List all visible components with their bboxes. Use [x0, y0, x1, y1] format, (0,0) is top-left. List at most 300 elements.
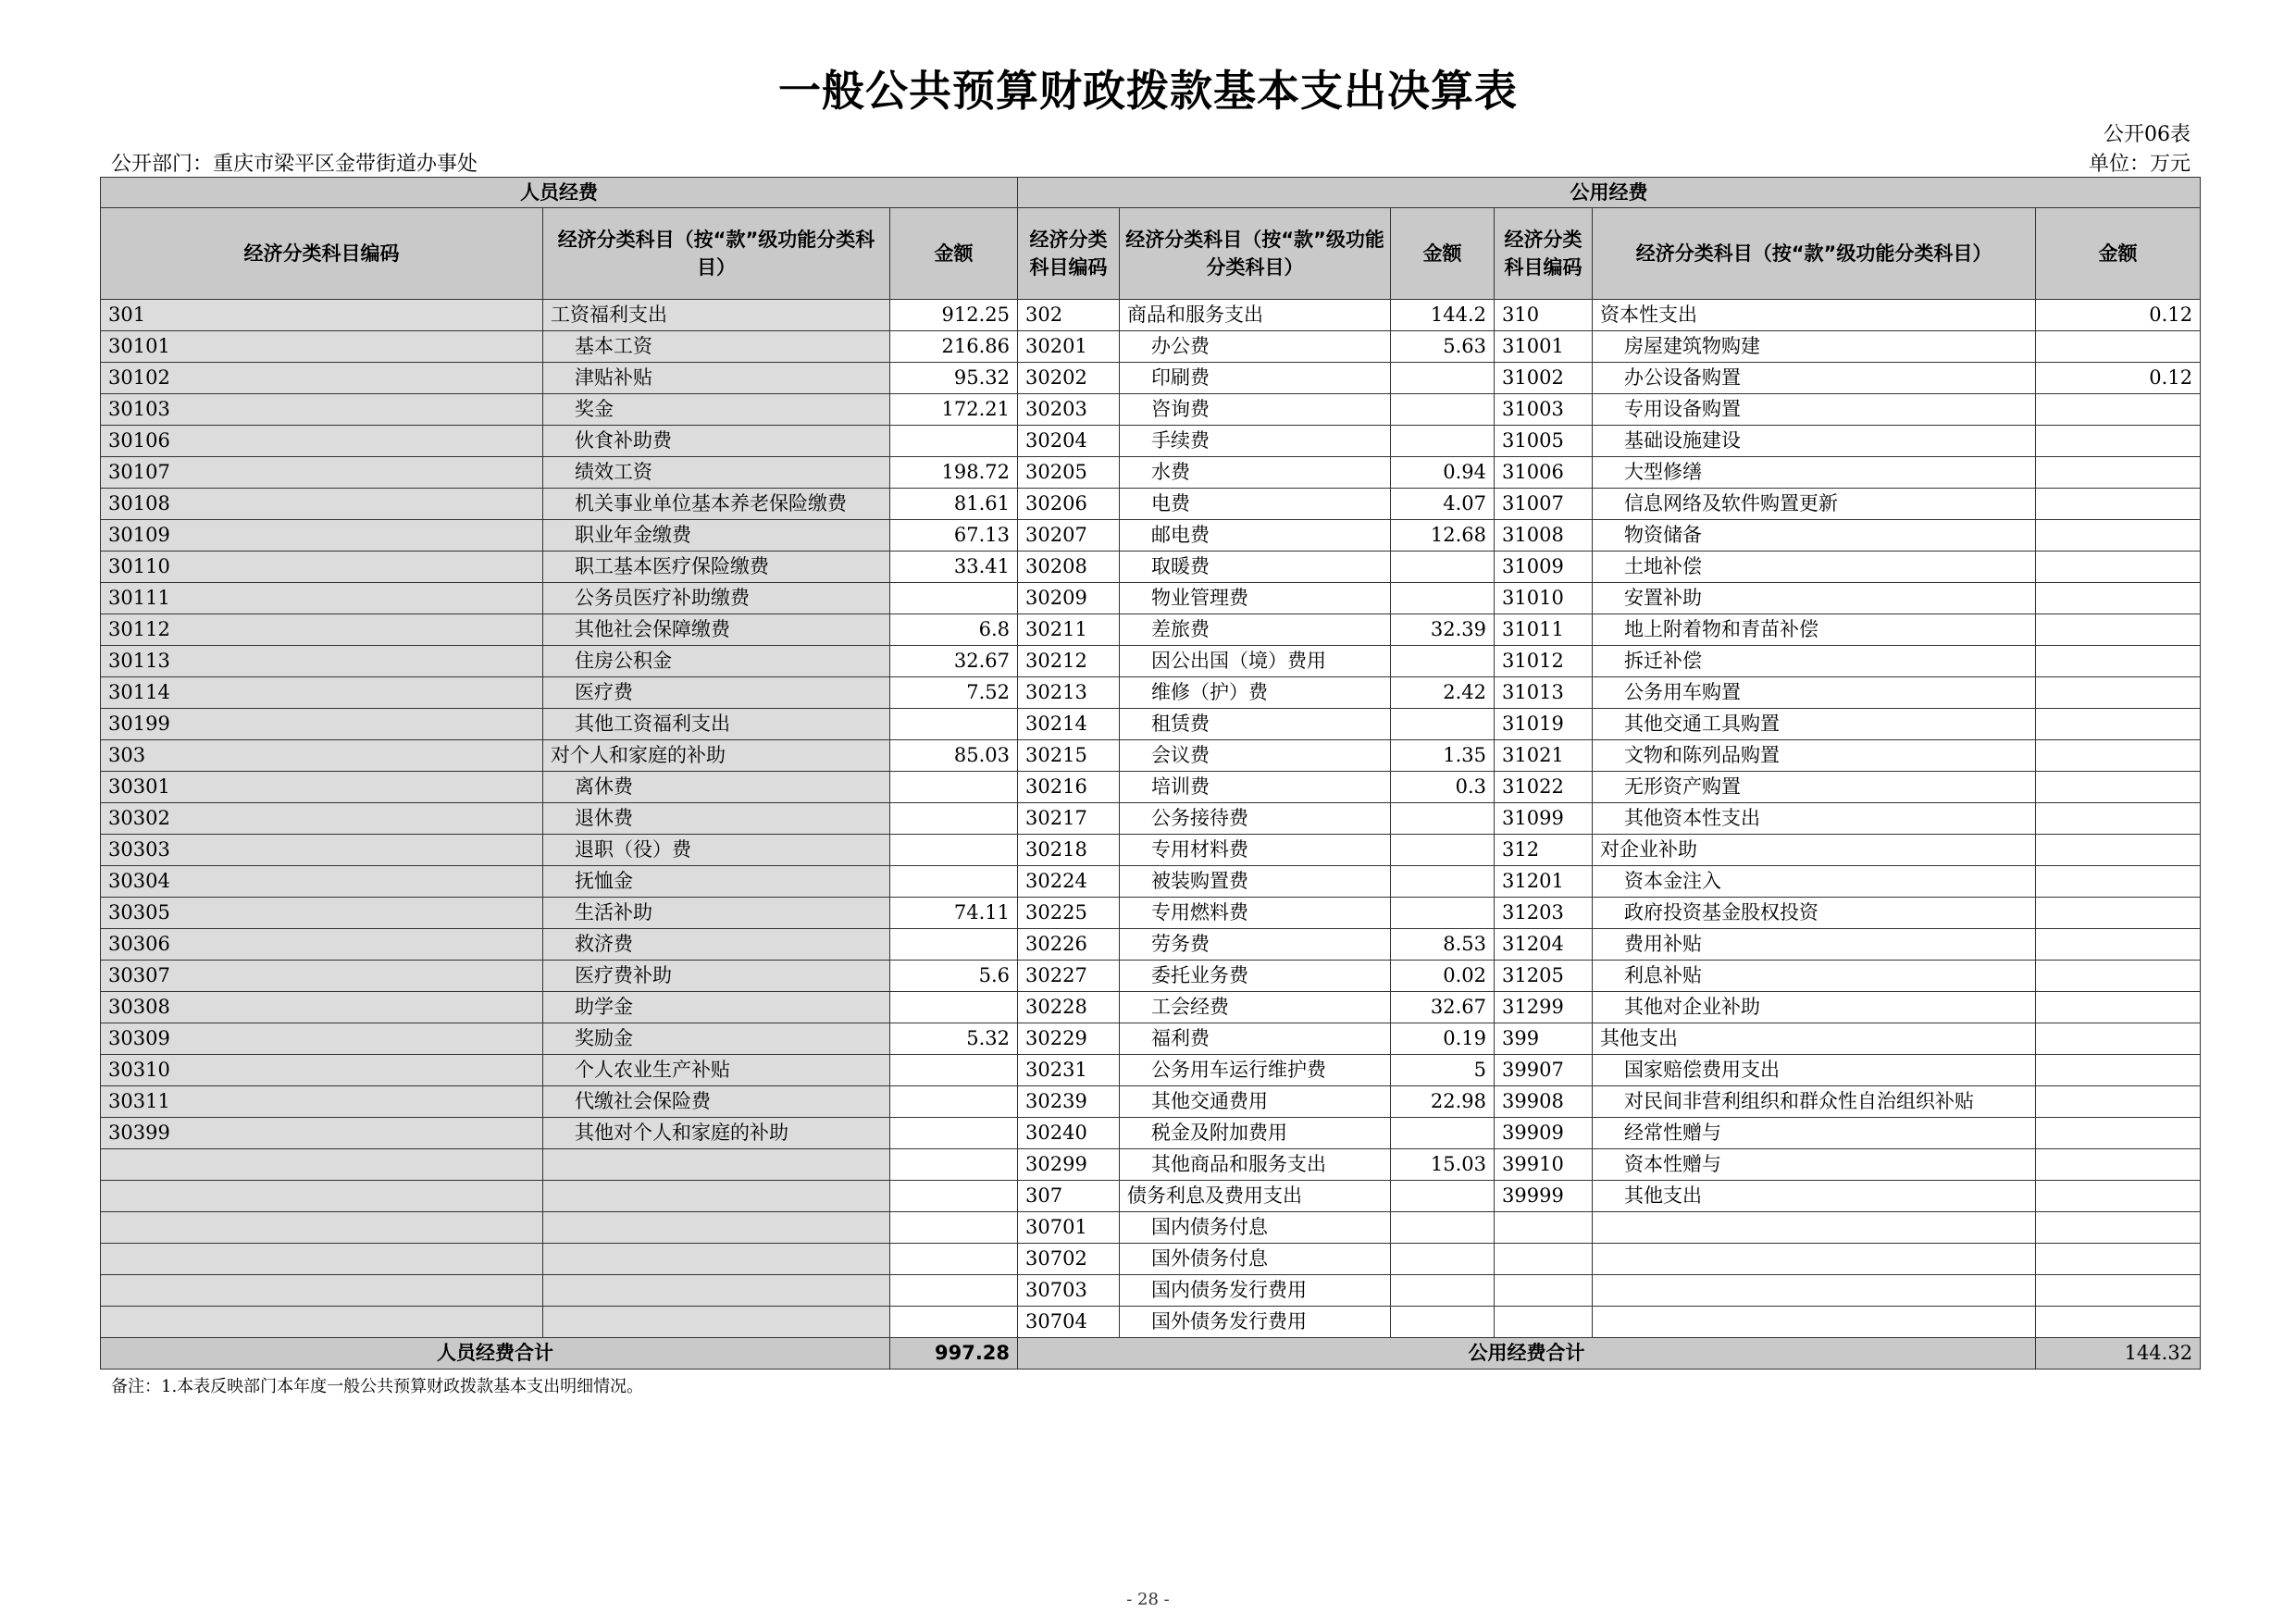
g-code-cell: 30703	[1018, 1275, 1120, 1307]
c-code-cell: 31007	[1495, 489, 1593, 520]
table-row	[101, 1118, 2201, 1149]
c-code-cell	[1495, 1212, 1593, 1244]
c-code-cell: 31011	[1495, 614, 1593, 646]
p-code-cell: 30308	[101, 992, 543, 1023]
p-amount-cell	[890, 1149, 1018, 1181]
c-amount-cell	[2036, 803, 2201, 835]
c-name-cell: 文物和陈列品购置	[1593, 740, 2036, 772]
g-code-cell: 30231	[1018, 1055, 1120, 1086]
p-name-cell: 其他对个人和家庭的补助	[543, 1118, 890, 1149]
section-header-row	[101, 178, 2201, 208]
p-code-cell: 30199	[101, 709, 543, 740]
table-row	[101, 1086, 2201, 1118]
c-name-cell: 信息网络及软件购置更新	[1593, 489, 2036, 520]
g-code-cell: 30208	[1018, 552, 1120, 583]
c-amount-cell	[2036, 835, 2201, 866]
col-header-c-name: 经济分类科目（按“款”级功能分类科目）	[1593, 208, 2036, 300]
personnel-total-label: 人员经费合计	[101, 1338, 890, 1370]
table-number: 公开06表	[2104, 123, 2191, 146]
g-code-cell: 30213	[1018, 677, 1120, 709]
c-name-cell: 拆迁补偿	[1593, 646, 2036, 677]
g-amount-cell	[1391, 426, 1495, 457]
c-amount-cell	[2036, 929, 2201, 961]
page-number: - 28 -	[1126, 1590, 1170, 1609]
table-row	[101, 646, 2201, 677]
c-amount-cell	[2036, 426, 2201, 457]
table-row	[101, 583, 2201, 614]
c-amount-cell	[2036, 1055, 2201, 1086]
p-name-cell: 机关事业单位基本养老保险缴费	[543, 489, 890, 520]
c-name-cell: 其他交通工具购置	[1593, 709, 2036, 740]
g-name-cell: 专用材料费	[1120, 835, 1391, 866]
p-code-cell: 30101	[101, 331, 543, 363]
personnel-total-amount: 997.28	[890, 1338, 1018, 1370]
p-code-cell	[101, 1181, 543, 1212]
table-row	[101, 1149, 2201, 1181]
p-code-cell: 30302	[101, 803, 543, 835]
p-amount-cell	[890, 803, 1018, 835]
c-amount-cell	[2036, 898, 2201, 929]
g-code-cell: 30214	[1018, 709, 1120, 740]
g-name-cell: 取暖费	[1120, 552, 1391, 583]
g-name-cell: 公务接待费	[1120, 803, 1391, 835]
g-name-cell: 劳务费	[1120, 929, 1391, 961]
table-row	[101, 489, 2201, 520]
p-amount-cell	[890, 583, 1018, 614]
g-name-cell: 商品和服务支出	[1120, 300, 1391, 331]
c-name-cell: 对企业补助	[1593, 835, 2036, 866]
table-row	[101, 614, 2201, 646]
p-code-cell	[101, 1307, 543, 1338]
col-header-g-name: 经济分类科目（按“款”级功能分类科目）	[1120, 208, 1391, 300]
g-name-cell: 国内债务付息	[1120, 1212, 1391, 1244]
g-amount-cell	[1391, 1244, 1495, 1275]
table-row	[101, 363, 2201, 394]
g-code-cell: 30704	[1018, 1307, 1120, 1338]
p-code-cell: 303	[101, 740, 543, 772]
g-amount-cell: 32.67	[1391, 992, 1495, 1023]
c-name-cell: 办公设备购置	[1593, 363, 2036, 394]
g-code-cell: 30209	[1018, 583, 1120, 614]
g-name-cell: 因公出国（境）费用	[1120, 646, 1391, 677]
g-name-cell: 专用燃料费	[1120, 898, 1391, 929]
c-name-cell: 大型修缮	[1593, 457, 2036, 489]
p-amount-cell	[890, 426, 1018, 457]
p-amount-cell	[890, 1055, 1018, 1086]
c-amount-cell	[2036, 646, 2201, 677]
g-name-cell: 债务利息及费用支出	[1120, 1181, 1391, 1212]
c-code-cell: 31001	[1495, 331, 1593, 363]
p-name-cell: 离休费	[543, 772, 890, 803]
c-name-cell: 对民间非营利组织和群众性自治组织补贴	[1593, 1086, 2036, 1118]
p-code-cell: 301	[101, 300, 543, 331]
col-header-p-amount: 金额	[890, 208, 1018, 300]
g-name-cell: 手续费	[1120, 426, 1391, 457]
c-amount-cell	[2036, 677, 2201, 709]
table-row	[101, 426, 2201, 457]
p-amount-cell: 33.41	[890, 552, 1018, 583]
c-amount-cell	[2036, 961, 2201, 992]
c-code-cell	[1495, 1275, 1593, 1307]
table-row	[101, 835, 2201, 866]
g-code-cell: 302	[1018, 300, 1120, 331]
c-code-cell: 31205	[1495, 961, 1593, 992]
p-code-cell: 30112	[101, 614, 543, 646]
col-header-p-name: 经济分类科目（按“款”级功能分类科目）	[543, 208, 890, 300]
section-public: 公用经费	[1018, 178, 2201, 208]
p-amount-cell: 216.86	[890, 331, 1018, 363]
c-name-cell: 其他支出	[1593, 1181, 2036, 1212]
c-name-cell: 其他对企业补助	[1593, 992, 2036, 1023]
c-amount-cell	[2036, 583, 2201, 614]
g-name-cell: 邮电费	[1120, 520, 1391, 552]
footnote: 备注：1.本表反映部门本年度一般公共预算财政拨款基本支出明细情况。	[111, 1377, 644, 1396]
table-row	[101, 1275, 2201, 1307]
c-code-cell: 312	[1495, 835, 1593, 866]
c-amount-cell	[2036, 457, 2201, 489]
table-row	[101, 709, 2201, 740]
table-body	[101, 300, 2201, 1338]
c-code-cell: 31003	[1495, 394, 1593, 426]
table-row	[101, 1212, 2201, 1244]
totals-row	[101, 1338, 2201, 1370]
p-name-cell: 住房公积金	[543, 646, 890, 677]
p-name-cell: 其他社会保障缴费	[543, 614, 890, 646]
c-code-cell: 31009	[1495, 552, 1593, 583]
g-amount-cell: 0.94	[1391, 457, 1495, 489]
unit-label: 单位：万元	[2088, 153, 2191, 176]
p-name-cell: 公务员医疗补助缴费	[543, 583, 890, 614]
c-name-cell: 房屋建筑物购建	[1593, 331, 2036, 363]
c-name-cell: 物资储备	[1593, 520, 2036, 552]
p-code-cell: 30305	[101, 898, 543, 929]
table-row	[101, 740, 2201, 772]
public-total-amount: 144.32	[2036, 1338, 2201, 1370]
p-name-cell	[543, 1275, 890, 1307]
p-name-cell	[543, 1212, 890, 1244]
p-code-cell: 30399	[101, 1118, 543, 1149]
p-name-cell: 生活补助	[543, 898, 890, 929]
c-code-cell: 39908	[1495, 1086, 1593, 1118]
c-amount-cell	[2036, 740, 2201, 772]
g-code-cell: 30215	[1018, 740, 1120, 772]
table-row	[101, 1023, 2201, 1055]
g-code-cell: 30205	[1018, 457, 1120, 489]
p-amount-cell: 172.21	[890, 394, 1018, 426]
p-name-cell: 医疗费补助	[543, 961, 890, 992]
g-name-cell: 国外债务付息	[1120, 1244, 1391, 1275]
p-amount-cell: 5.32	[890, 1023, 1018, 1055]
p-amount-cell	[890, 1275, 1018, 1307]
p-amount-cell: 198.72	[890, 457, 1018, 489]
g-amount-cell	[1391, 1212, 1495, 1244]
g-amount-cell: 5.63	[1391, 331, 1495, 363]
table-row	[101, 1244, 2201, 1275]
c-amount-cell	[2036, 1307, 2201, 1338]
col-header-g-code: 经济分类科目编码	[1018, 208, 1120, 300]
g-amount-cell: 8.53	[1391, 929, 1495, 961]
g-amount-cell	[1391, 394, 1495, 426]
g-name-cell: 税金及附加费用	[1120, 1118, 1391, 1149]
g-amount-cell: 0.19	[1391, 1023, 1495, 1055]
c-code-cell: 31008	[1495, 520, 1593, 552]
g-code-cell: 30203	[1018, 394, 1120, 426]
p-amount-cell	[890, 992, 1018, 1023]
g-code-cell: 30201	[1018, 331, 1120, 363]
p-code-cell: 30114	[101, 677, 543, 709]
table-row	[101, 457, 2201, 489]
c-name-cell: 公务用车购置	[1593, 677, 2036, 709]
g-name-cell: 培训费	[1120, 772, 1391, 803]
p-name-cell: 退休费	[543, 803, 890, 835]
c-code-cell: 39999	[1495, 1181, 1593, 1212]
p-code-cell: 30110	[101, 552, 543, 583]
c-code-cell: 31204	[1495, 929, 1593, 961]
public-total-label: 公用经费合计	[1018, 1338, 2036, 1370]
g-amount-cell	[1391, 709, 1495, 740]
p-code-cell: 30113	[101, 646, 543, 677]
p-name-cell: 其他工资福利支出	[543, 709, 890, 740]
table-row	[101, 331, 2201, 363]
g-name-cell: 会议费	[1120, 740, 1391, 772]
p-name-cell: 职业年金缴费	[543, 520, 890, 552]
p-code-cell: 30304	[101, 866, 543, 898]
p-name-cell: 奖金	[543, 394, 890, 426]
p-amount-cell	[890, 929, 1018, 961]
p-name-cell: 绩效工资	[543, 457, 890, 489]
g-code-cell: 30204	[1018, 426, 1120, 457]
p-code-cell: 30307	[101, 961, 543, 992]
p-code-cell: 30311	[101, 1086, 543, 1118]
table-row	[101, 520, 2201, 552]
p-name-cell	[543, 1149, 890, 1181]
g-amount-cell	[1391, 1118, 1495, 1149]
g-amount-cell	[1391, 552, 1495, 583]
p-amount-cell	[890, 1244, 1018, 1275]
table-row	[101, 552, 2201, 583]
g-code-cell: 30207	[1018, 520, 1120, 552]
g-name-cell: 租赁费	[1120, 709, 1391, 740]
table-row	[101, 992, 2201, 1023]
p-code-cell	[101, 1149, 543, 1181]
p-code-cell: 30108	[101, 489, 543, 520]
c-name-cell: 安置补助	[1593, 583, 2036, 614]
c-amount-cell	[2036, 1244, 2201, 1275]
g-name-cell: 维修（护）费	[1120, 677, 1391, 709]
p-amount-cell: 85.03	[890, 740, 1018, 772]
c-code-cell: 31005	[1495, 426, 1593, 457]
p-code-cell: 30306	[101, 929, 543, 961]
g-code-cell: 30239	[1018, 1086, 1120, 1118]
c-name-cell: 资本金注入	[1593, 866, 2036, 898]
c-amount-cell	[2036, 489, 2201, 520]
c-code-cell: 31201	[1495, 866, 1593, 898]
c-amount-cell	[2036, 866, 2201, 898]
g-name-cell: 印刷费	[1120, 363, 1391, 394]
p-code-cell	[101, 1275, 543, 1307]
c-amount-cell	[2036, 1212, 2201, 1244]
g-name-cell: 公务用车运行维护费	[1120, 1055, 1391, 1086]
g-name-cell: 差旅费	[1120, 614, 1391, 646]
p-amount-cell: 7.52	[890, 677, 1018, 709]
table-row	[101, 1307, 2201, 1338]
c-code-cell	[1495, 1307, 1593, 1338]
p-amount-cell: 74.11	[890, 898, 1018, 929]
g-code-cell: 30218	[1018, 835, 1120, 866]
p-name-cell: 津贴补贴	[543, 363, 890, 394]
c-code-cell: 31021	[1495, 740, 1593, 772]
c-code-cell: 31099	[1495, 803, 1593, 835]
p-amount-cell	[890, 709, 1018, 740]
c-code-cell: 31012	[1495, 646, 1593, 677]
g-amount-cell: 1.35	[1391, 740, 1495, 772]
p-name-cell: 对个人和家庭的补助	[543, 740, 890, 772]
c-amount-cell	[2036, 1275, 2201, 1307]
g-amount-cell: 32.39	[1391, 614, 1495, 646]
p-amount-cell	[890, 835, 1018, 866]
c-code-cell: 310	[1495, 300, 1593, 331]
p-name-cell: 奖励金	[543, 1023, 890, 1055]
g-name-cell: 其他交通费用	[1120, 1086, 1391, 1118]
c-code-cell: 39909	[1495, 1118, 1593, 1149]
g-code-cell: 30224	[1018, 866, 1120, 898]
p-name-cell: 工资福利支出	[543, 300, 890, 331]
c-amount-cell	[2036, 331, 2201, 363]
c-amount-cell	[2036, 1181, 2201, 1212]
c-amount-cell	[2036, 1023, 2201, 1055]
p-code-cell: 30310	[101, 1055, 543, 1086]
g-name-cell: 福利费	[1120, 1023, 1391, 1055]
c-amount-cell	[2036, 1086, 2201, 1118]
p-amount-cell	[890, 1118, 1018, 1149]
g-amount-cell: 2.42	[1391, 677, 1495, 709]
g-code-cell: 30240	[1018, 1118, 1120, 1149]
g-name-cell: 咨询费	[1120, 394, 1391, 426]
c-name-cell	[1593, 1244, 2036, 1275]
g-name-cell: 电费	[1120, 489, 1391, 520]
c-name-cell: 地上附着物和青苗补偿	[1593, 614, 2036, 646]
g-code-cell: 30228	[1018, 992, 1120, 1023]
table-row	[101, 1181, 2201, 1212]
g-amount-cell	[1391, 898, 1495, 929]
c-name-cell	[1593, 1307, 2036, 1338]
page-title: 一般公共预算财政拨款基本支出决算表	[778, 66, 1518, 116]
g-amount-cell	[1391, 1275, 1495, 1307]
c-amount-cell	[2036, 394, 2201, 426]
table-row	[101, 866, 2201, 898]
p-name-cell: 基本工资	[543, 331, 890, 363]
c-code-cell: 31022	[1495, 772, 1593, 803]
c-name-cell: 其他资本性支出	[1593, 803, 2036, 835]
g-amount-cell: 12.68	[1391, 520, 1495, 552]
g-amount-cell: 0.3	[1391, 772, 1495, 803]
p-amount-cell: 67.13	[890, 520, 1018, 552]
c-code-cell: 31013	[1495, 677, 1593, 709]
g-code-cell: 30211	[1018, 614, 1120, 646]
p-amount-cell: 32.67	[890, 646, 1018, 677]
c-amount-cell	[2036, 1118, 2201, 1149]
c-amount-cell	[2036, 1149, 2201, 1181]
c-name-cell: 费用补贴	[1593, 929, 2036, 961]
p-code-cell	[101, 1244, 543, 1275]
c-name-cell: 国家赔偿费用支出	[1593, 1055, 2036, 1086]
c-code-cell: 39907	[1495, 1055, 1593, 1086]
c-name-cell: 资本性支出	[1593, 300, 2036, 331]
table-row	[101, 677, 2201, 709]
g-name-cell: 国内债务发行费用	[1120, 1275, 1391, 1307]
p-amount-cell: 912.25	[890, 300, 1018, 331]
g-code-cell: 30217	[1018, 803, 1120, 835]
p-name-cell	[543, 1181, 890, 1212]
c-code-cell: 31019	[1495, 709, 1593, 740]
g-name-cell: 工会经费	[1120, 992, 1391, 1023]
g-amount-cell: 144.2	[1391, 300, 1495, 331]
p-name-cell: 退职（役）费	[543, 835, 890, 866]
c-code-cell: 31010	[1495, 583, 1593, 614]
g-amount-cell	[1391, 866, 1495, 898]
p-code-cell	[101, 1212, 543, 1244]
p-name-cell: 职工基本医疗保险缴费	[543, 552, 890, 583]
col-header-c-amount: 金额	[2036, 208, 2201, 300]
g-name-cell: 物业管理费	[1120, 583, 1391, 614]
g-amount-cell	[1391, 835, 1495, 866]
p-code-cell: 30111	[101, 583, 543, 614]
p-code-cell: 30107	[101, 457, 543, 489]
table-row	[101, 300, 2201, 331]
p-name-cell	[543, 1244, 890, 1275]
c-name-cell: 专用设备购置	[1593, 394, 2036, 426]
c-code-cell: 31006	[1495, 457, 1593, 489]
p-name-cell: 伙食补助费	[543, 426, 890, 457]
g-amount-cell	[1391, 803, 1495, 835]
table-row	[101, 394, 2201, 426]
p-code-cell: 30106	[101, 426, 543, 457]
p-amount-cell	[890, 1307, 1018, 1338]
section-personnel: 人员经费	[101, 178, 1018, 208]
g-name-cell: 国外债务发行费用	[1120, 1307, 1391, 1338]
g-name-cell: 委托业务费	[1120, 961, 1391, 992]
g-amount-cell	[1391, 363, 1495, 394]
c-amount-cell	[2036, 552, 2201, 583]
g-amount-cell	[1391, 646, 1495, 677]
p-code-cell: 30109	[101, 520, 543, 552]
c-name-cell: 资本性赠与	[1593, 1149, 2036, 1181]
g-name-cell: 水费	[1120, 457, 1391, 489]
c-code-cell: 31299	[1495, 992, 1593, 1023]
p-amount-cell: 81.61	[890, 489, 1018, 520]
c-code-cell: 39910	[1495, 1149, 1593, 1181]
g-name-cell: 被装购置费	[1120, 866, 1391, 898]
p-amount-cell	[890, 772, 1018, 803]
c-name-cell: 其他支出	[1593, 1023, 2036, 1055]
table-row	[101, 929, 2201, 961]
p-code-cell: 30309	[101, 1023, 543, 1055]
p-name-cell: 救济费	[543, 929, 890, 961]
table-row	[101, 803, 2201, 835]
c-code-cell	[1495, 1244, 1593, 1275]
g-amount-cell: 15.03	[1391, 1149, 1495, 1181]
g-code-cell: 30226	[1018, 929, 1120, 961]
g-name-cell: 办公费	[1120, 331, 1391, 363]
c-code-cell: 31203	[1495, 898, 1593, 929]
g-code-cell: 30702	[1018, 1244, 1120, 1275]
c-amount-cell: 0.12	[2036, 363, 2201, 394]
g-name-cell: 其他商品和服务支出	[1120, 1149, 1391, 1181]
c-amount-cell	[2036, 709, 2201, 740]
g-code-cell: 30212	[1018, 646, 1120, 677]
g-code-cell: 30216	[1018, 772, 1120, 803]
p-amount-cell	[890, 1181, 1018, 1212]
